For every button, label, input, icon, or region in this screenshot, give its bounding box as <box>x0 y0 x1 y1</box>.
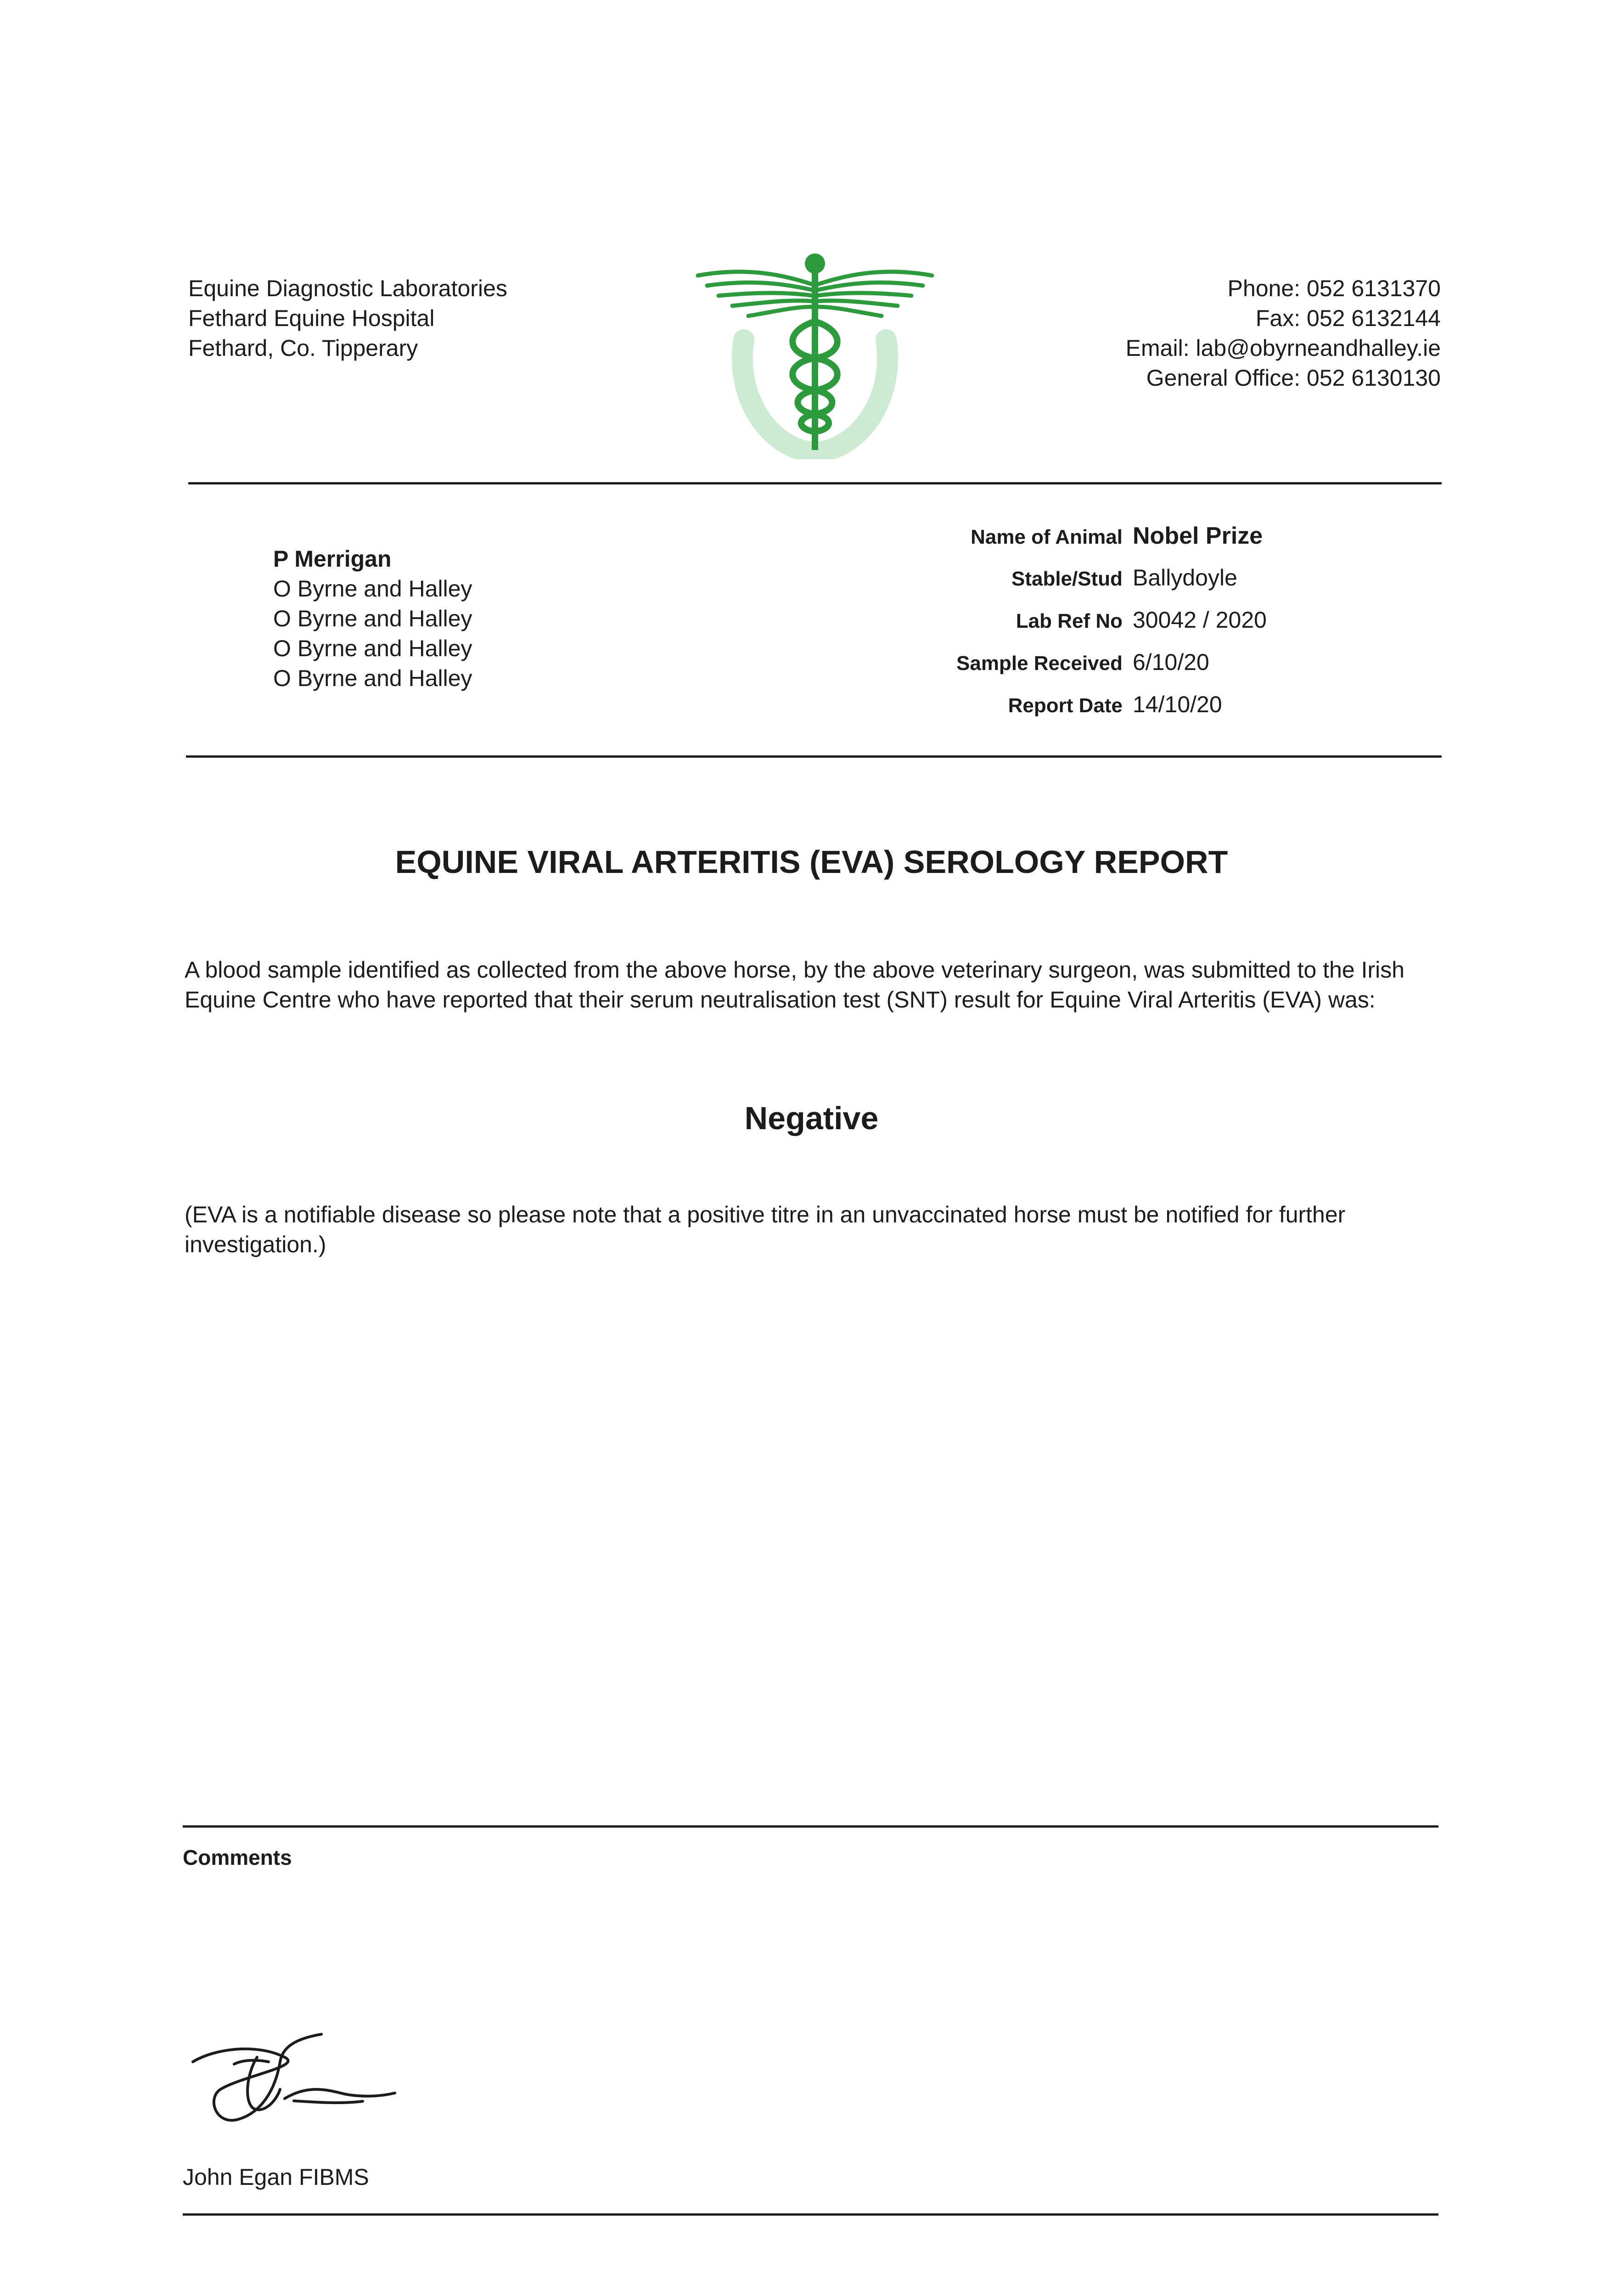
contact-phone: Phone: 052 6131370 <box>1227 276 1441 301</box>
lab-address-line: Equine Diagnostic Laboratories <box>188 276 507 301</box>
contact-email: Email: lab@obyrneandhalley.ie <box>1125 335 1441 361</box>
lab-address-line: Fethard, Co. Tipperary <box>188 335 418 361</box>
divider <box>183 2213 1438 2216</box>
detail-row-animal <box>872 522 1267 564</box>
recipient-line: O Byrne and Halley <box>273 606 472 631</box>
recipient-line: O Byrne and Halley <box>273 636 472 661</box>
sample-details <box>872 522 1267 733</box>
detail-row-report-date <box>872 691 1267 733</box>
recipient-name: P Merrigan <box>273 546 392 572</box>
detail-value: 6/10/20 <box>1133 649 1209 675</box>
comments-label: Comments <box>183 1846 292 1869</box>
detail-label: Name of Animal <box>971 526 1123 548</box>
recipient-line: O Byrne and Halley <box>273 576 472 602</box>
signature-icon <box>188 2020 399 2135</box>
lab-address-line: Fethard Equine Hospital <box>188 305 435 331</box>
detail-label: Report Date <box>1008 694 1123 717</box>
detail-row-lab-ref <box>872 607 1267 649</box>
lab-address <box>188 274 507 363</box>
detail-row-sample-received <box>872 649 1267 691</box>
caduceus-horseshoe-icon <box>693 248 937 459</box>
detail-value: 14/10/20 <box>1133 692 1222 717</box>
recipient-line: O Byrne and Halley <box>273 665 472 691</box>
divider <box>186 755 1442 758</box>
detail-label: Sample Received <box>956 652 1123 675</box>
report-note: (EVA is a notifiable disease so please note that a positive titre in an unvaccinated horse must be notified for further investigation.) <box>185 1202 1346 1257</box>
report-title: EQUINE VIRAL ARTERITIS (EVA) SEROLOGY REPORT <box>395 844 1228 880</box>
detail-label: Stable/Stud <box>1011 568 1123 590</box>
detail-value: Nobel Prize <box>1133 523 1263 549</box>
detail-label: Lab Ref No <box>1016 610 1123 632</box>
divider <box>183 1825 1438 1828</box>
detail-row-stable <box>872 564 1267 607</box>
test-result: Negative <box>744 1100 879 1136</box>
signer-name: John Egan FIBMS <box>183 2164 369 2190</box>
contact-fax: Fax: 052 6132144 <box>1255 305 1441 331</box>
lab-contact <box>1126 274 1441 393</box>
recipient-block <box>273 544 472 693</box>
detail-value: Ballydoyle <box>1133 565 1237 591</box>
divider <box>188 482 1442 484</box>
contact-general-office: General Office: 052 6130130 <box>1146 365 1441 391</box>
detail-value: 30042 / 2020 <box>1133 607 1267 633</box>
report-intro: A blood sample identified as collected from the above horse, by the above veterinary surgeon, was submitted to the Irish Equine Centre who have reported that their serum neutralisation test (SNT) result for Equine Viral Arteritis (EVA) was: <box>185 957 1405 1013</box>
